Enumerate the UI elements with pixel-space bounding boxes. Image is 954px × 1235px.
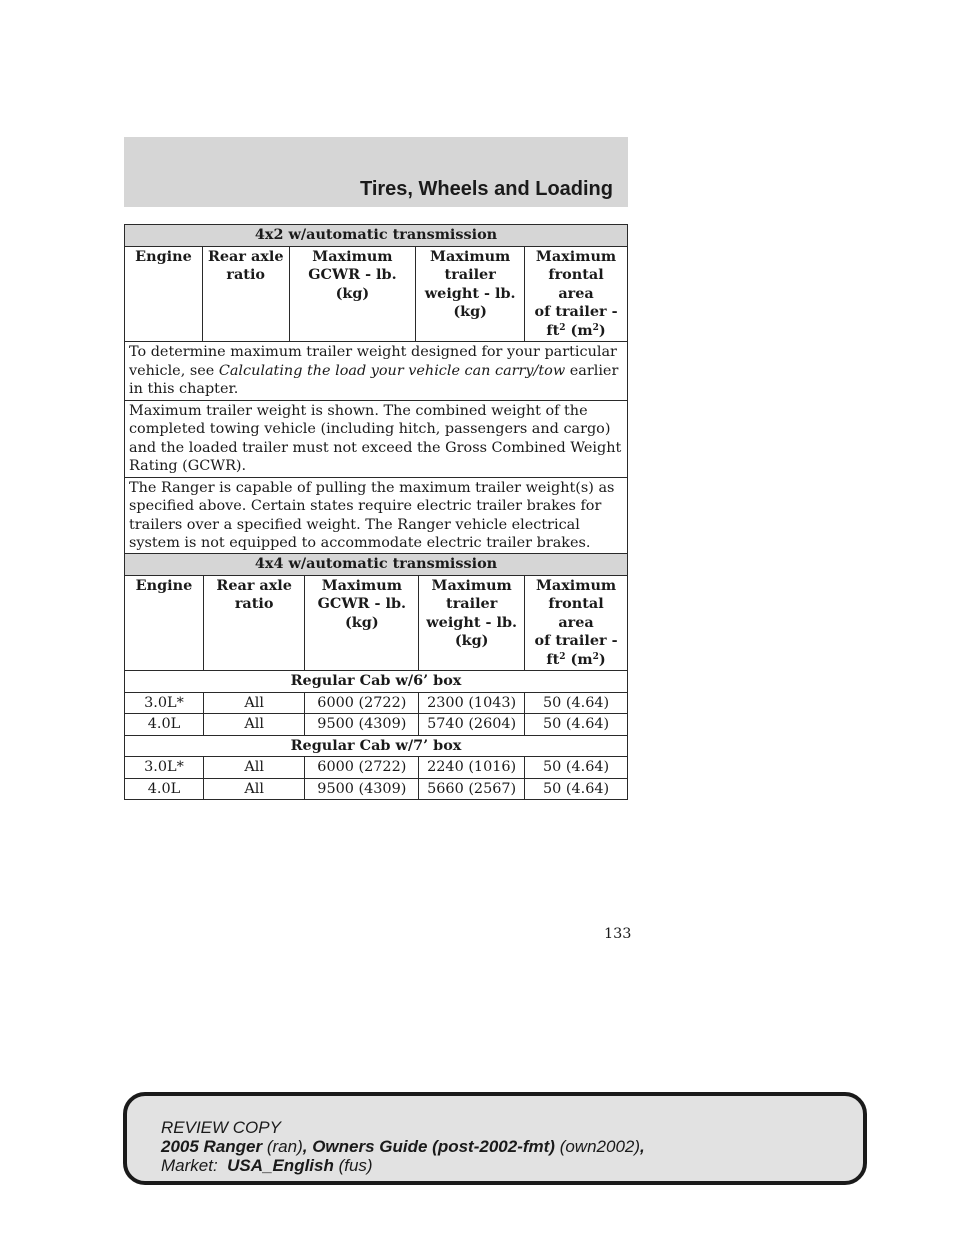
table-title: 4x2 w/automatic transmission (125, 225, 628, 247)
table-row: 3.0L* All 6000 (2722) 2240 (1016) 50 (4.64) (125, 757, 628, 779)
page-number: 133 (604, 926, 632, 942)
group-header-6ft-box: Regular Cab w/6’ box (125, 671, 628, 693)
col-header-gcwr: Maximum GCWR - lb. (kg) (305, 575, 419, 671)
table-title: 4x4 w/automatic transmission (125, 554, 628, 576)
note-electric-brakes: The Ranger is capable of pulling the maximum trailer weight(s) as specified above. Certain states require electric trailer brakes for trailers over a specified weight. The Ranger vehicle electrical system is not equipped to accommodate electric trailer brakes. (125, 477, 628, 554)
col-header-trailer-weight: Maximum trailer weight - lb. (kg) (419, 575, 525, 671)
towing-table-4x4 (124, 553, 628, 800)
footer-review-copy: REVIEW COPY (161, 1118, 281, 1137)
cross-reference-link: Calculating the load your vehicle can carry/tow (218, 362, 566, 379)
note-gcwr: Maximum trailer weight is shown. The combined weight of the completed towing vehicle (including hitch, passengers and cargo) and the loaded trailer must not exceed the Gross Combined Weight Rating (GCWR). (125, 400, 628, 477)
note-calculating-load: To determine maximum trailer weight designed for your particular vehicle, see Calculating the load your vehicle can carry/tow earlier in this chapter. (125, 342, 628, 401)
footer-publication: 2005 Ranger (ran), Owners Guide (post-2002-fmt) (own2002), (161, 1137, 645, 1156)
col-header-trailer-weight: Maximum trailer weight - lb. (kg) (416, 246, 525, 342)
table-row: 4.0L All 9500 (4309) 5740 (2604) 50 (4.64) (125, 714, 628, 736)
col-header-engine: Engine (125, 246, 203, 342)
towing-table-4x2 (124, 224, 628, 555)
table-row: 3.0L* All 6000 (2722) 2300 (1043) 50 (4.64) (125, 692, 628, 714)
col-header-frontal-area: Maximum frontal area of trailer - $ft^2$ $(m^2)$ (525, 575, 628, 671)
footer-market: Market: USA_English (fus) (161, 1156, 373, 1175)
header-band (124, 137, 628, 207)
col-header-gcwr: Maximum GCWR - lb. (kg) (289, 246, 416, 342)
page-title: Tires, Wheels and Loading (359, 178, 613, 200)
col-header-axle: Rear axle ratio (202, 246, 289, 342)
review-copy-footer (123, 1092, 867, 1185)
col-header-axle: Rear axle ratio (203, 575, 305, 671)
col-header-engine: Engine (125, 575, 204, 671)
group-header-7ft-box: Regular Cab w/7’ box (125, 735, 628, 757)
table-row: 4.0L All 9500 (4309) 5660 (2567) 50 (4.64) (125, 778, 628, 800)
col-header-frontal-area: Maximum frontal area of trailer - $ft^2$ $(m^2)$ (525, 246, 628, 342)
